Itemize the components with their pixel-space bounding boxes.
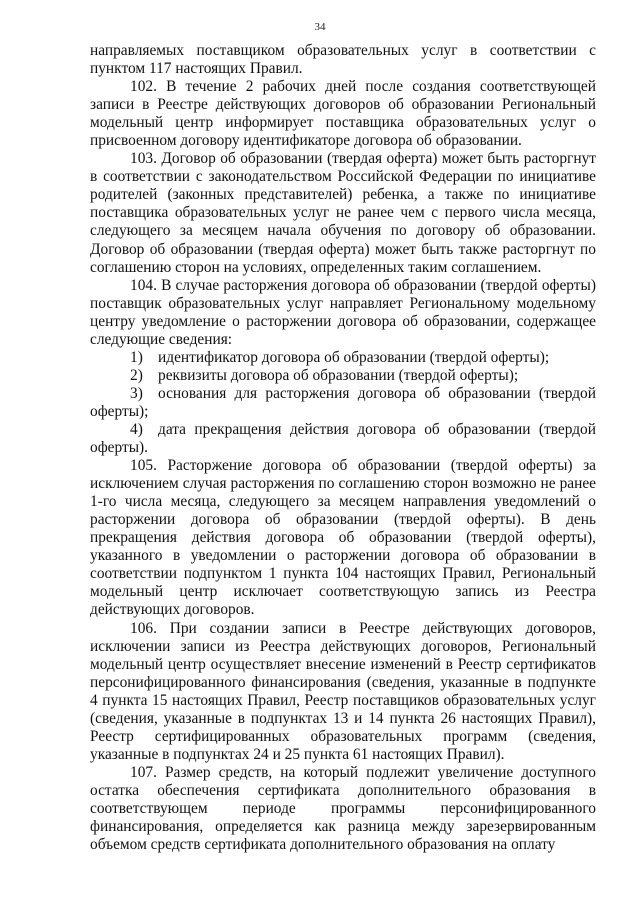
list-item-number: 4) [130, 420, 143, 438]
list-item-text: основания для расторжения договора об образовании (твердой оферты); [90, 384, 596, 420]
document-body [90, 42, 596, 854]
list-item-4 [90, 421, 596, 457]
list-item-text: реквизиты договора об образовании (твердой оферты); [158, 366, 519, 384]
list-item-text: идентификатор договора об образовании (твердой оферты); [158, 348, 550, 366]
paragraph-105: 105. Расторжение договора об образовании (твердой оферты) за исключением случая расторжения по соглашению сторон возможно не ранее 1-го числа месяца, следующего за месяцем направления уведомлений о расторжении договора об образовании (твердой оферты). В день прекращения действия договора об образовании (твердой оферты), указанного в уведомлении о расторжении договора об образовании в соответствии подпунктом 1 пункта 104 настоящих Правил, Региональный модельный центр исключает соответствующую запись из Реестра действующих договоров. [90, 457, 596, 619]
list-item-1 [90, 349, 596, 367]
list-item-number: 1) [130, 348, 143, 366]
paragraph-103: 103. Договор об образовании (твердая оферта) может быть расторгнут в соответствии с законодательством Российской Федерации по инициативе родителей (законных представителей) ребенка, а также по инициативе поставщика образовательных услуг не ранее чем с первого числа месяца, следующего за месяцем начала обучения по договору об образовании. Договор об образовании (твердая оферта) может быть также расторгнут по соглашению сторон на условиях, определенных таким соглашением. [90, 150, 596, 276]
list-item-text: дата прекращения действия договора об образовании (твердой оферты). [90, 420, 596, 457]
paragraph-continuation: направляемых поставщиком образовательных услуг в соответствии с пунктом 117 настоящих Правил. [90, 42, 596, 78]
list-item-number: 3) [130, 384, 143, 402]
list-item-3 [90, 385, 596, 421]
paragraph-107: 107. Размер средств, на который подлежит увеличение доступного остатка обеспечения сертификата дополнительного образования в соответствующем периоде программы персонифицированного финансирования, определяется как разница между зарезервированным объемом средств сертификата дополнительного образования на оплату [90, 763, 596, 854]
paragraph-106: 106. При создании записи в Реестре действующих договоров, исключении записи из Реестра действующих договоров, Региональный модельный центр осуществляет внесение изменений в Реестр сертификатов персонифицированного финансирования (сведения, указанные в подпункте 4 пункта 15 настоящих Правил, Реестр поставщиков образовательных услуг (сведения, указанные в подпунктах 13 и 14 пункта 26 настоящих Правил), Реестр сертифицированных образовательных программ (сведения, указанные в подпунктах 24 и 25 пункта 61 настоящих Правил). [90, 619, 596, 763]
paragraph-104: 104. В случае расторжения договора об образовании (твердой оферты) поставщик образовательных услуг направляет Региональному модельному центру уведомление о расторжении договора об образовании, содержащее следующие сведения: [90, 276, 596, 348]
list-item-2 [90, 367, 596, 385]
paragraph-102: 102. В течение 2 рабочих дней после создания соответствующей записи в Реестре действующих договоров об образовании Региональный модельный центр информирует поставщика образовательных услуг о присвоенном договору идентификаторе договора об образовании. [90, 78, 596, 150]
list-item-number: 2) [130, 366, 143, 384]
page-number: 34 [314, 21, 326, 33]
